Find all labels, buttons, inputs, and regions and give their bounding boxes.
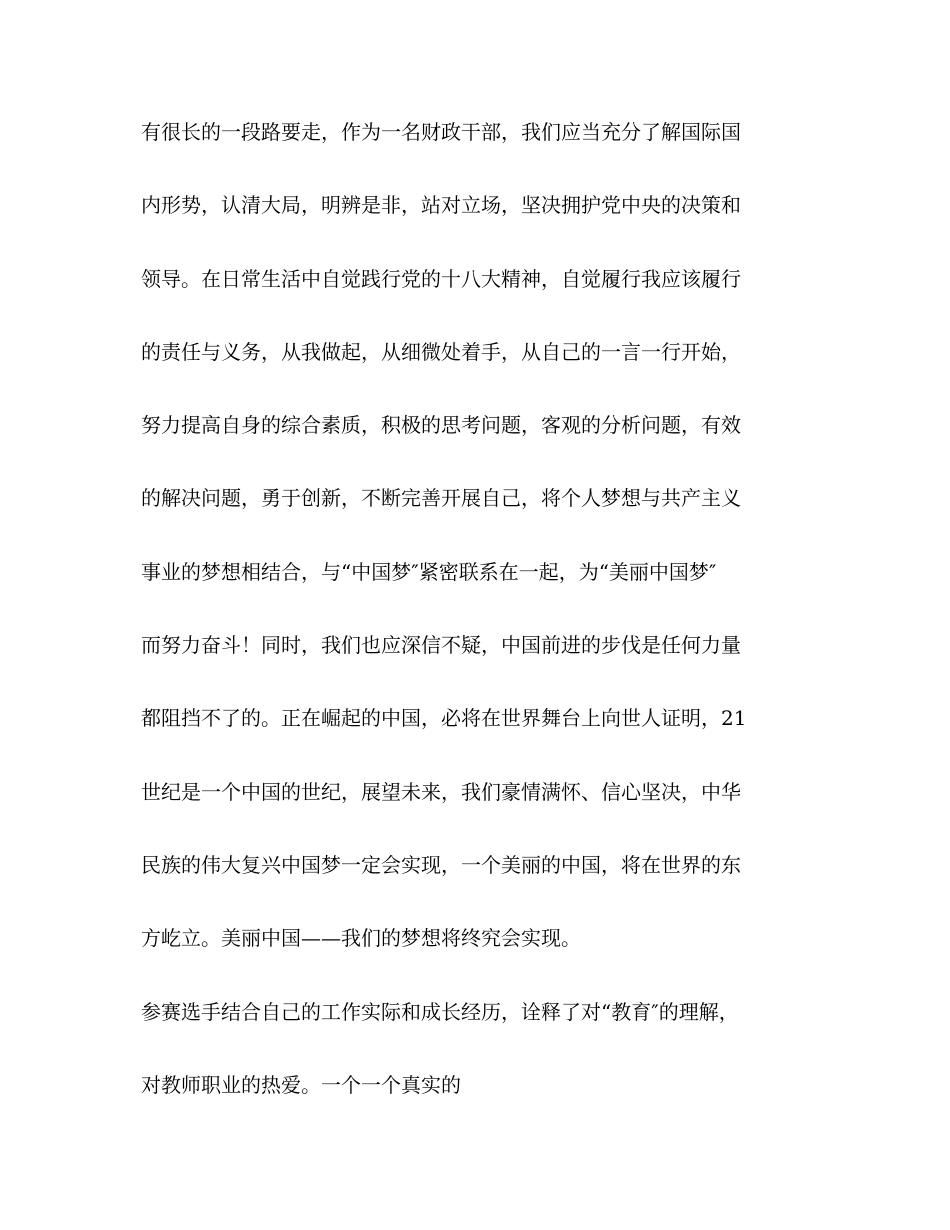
- text-line: 的解决问题，勇于创新，不断完善开展自己，将个人梦想与共产主义: [141, 486, 741, 511]
- text-line: 领导。在日常生活中自觉践行党的十八大精神，自觉履行我应该履行: [141, 266, 741, 291]
- text-line: 内形势，认清大局，明辨是非，站对立场，坚决拥护党中央的决策和: [141, 193, 741, 218]
- text-line: 对教师职业的热爱。一个一个真实的: [141, 1072, 461, 1097]
- text-line: 民族的伟大复兴中国梦一定会实现，一个美丽的中国，将在世界的东: [141, 852, 741, 877]
- text-line: 有很长的一段路要走，作为一名财政干部，我们应当充分了解国际国: [141, 120, 741, 144]
- body-text: [141, 122, 841, 1095]
- text-line: 的责任与义务，从我做起，从细微处着手，从自己的一言一行开始，: [141, 339, 741, 364]
- text-line: 都阻挡不了的。正在崛起的中国，必将在世界舞台上向世人证明，21: [141, 706, 747, 731]
- text-line: 而努力奋斗！同时，我们也应深信不疑，中国前进的步伐是任何力量: [141, 633, 741, 658]
- text-line: 努力提高自身的综合素质，积极的思考问题，客观的分析问题，有效: [141, 413, 741, 438]
- text-line: 事业的梦想相结合，与“中国梦″紧密联系在一起，为“美丽中国梦″: [141, 559, 717, 584]
- text-line: 方屹立。美丽中国——我们的梦想将终究会实现。: [141, 926, 581, 951]
- text-line: 参赛选手结合自己的工作实际和成长经历，诠释了对“教育″的理解，: [141, 999, 739, 1024]
- text-line: 世纪是一个中国的世纪，展望未来，我们豪情满怀、信心坚决，中华: [141, 779, 741, 804]
